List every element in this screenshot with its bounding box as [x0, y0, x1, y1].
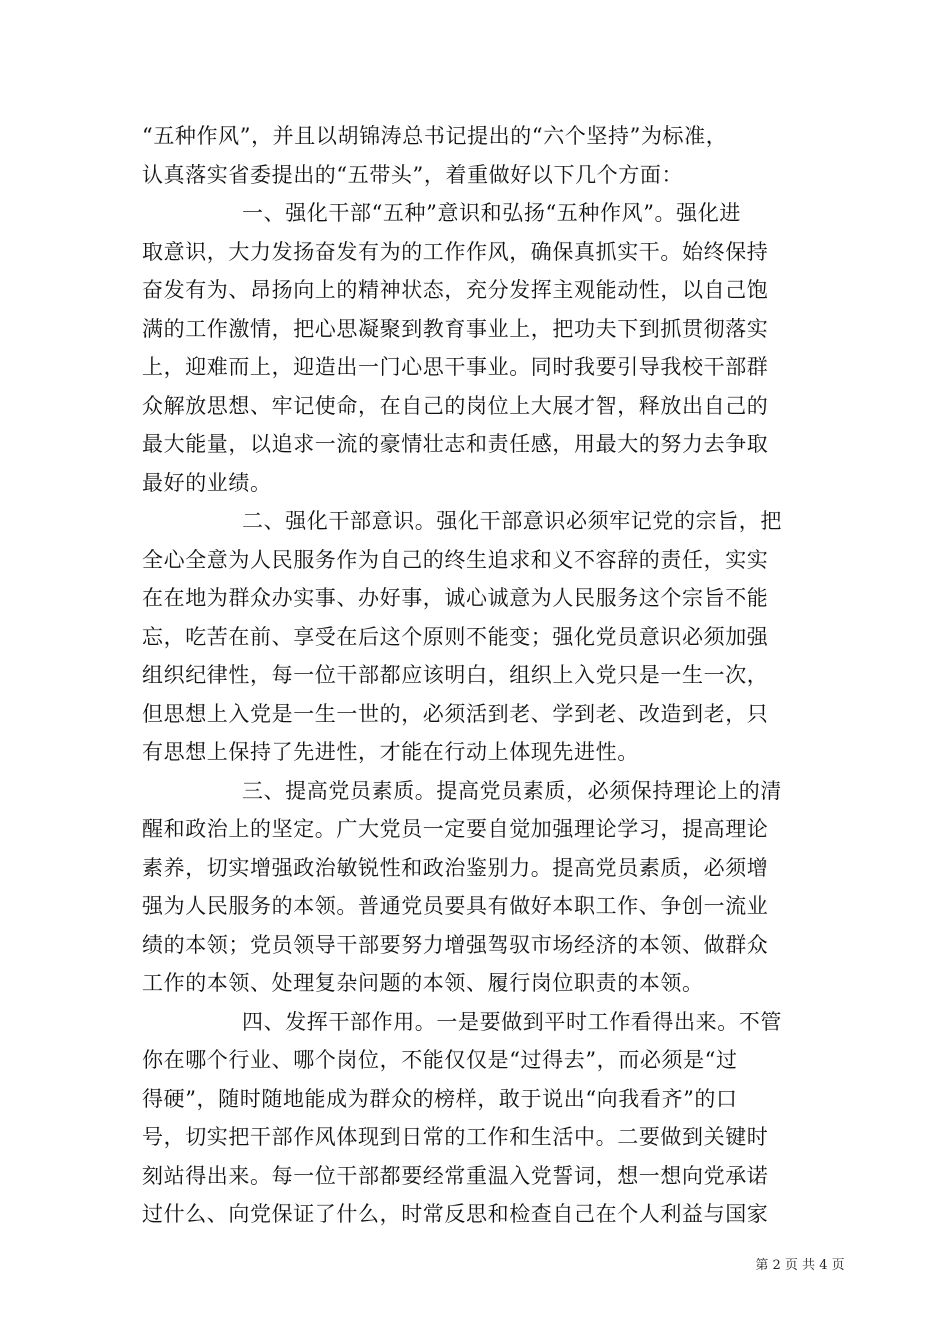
document-body: [142, 117, 807, 1234]
text-line: 忘，吃苦在前、享受在后这个原则不能变；强化党员意识必须加强: [142, 624, 769, 649]
paragraph-heading-line: 四、发挥干部作用。一是要做到平时工作看得出来。不管: [242, 1009, 782, 1034]
paragraph-heading-line: 一、强化干部“五种”意识和弘扬“五种作风”。强化进: [242, 201, 741, 225]
text-line: 众解放思想、牢记使命，在自己的岗位上大展才智，释放出自己的: [142, 393, 769, 418]
text-line: 醒和政治上的坚定。广大党员一定要自觉加强理论学习，提高理论: [142, 817, 769, 841]
text-line: 在在地为群众办实事、办好事，诚心诚意为人民服务这个宗旨不能: [142, 586, 769, 610]
text-line: 工作的本领、处理复杂问题的本领、履行岗位职责的本领。: [142, 971, 704, 995]
text-line: 奋发有为、昂扬向上的精神状态，充分发挥主观能动性，以自己饱: [142, 278, 769, 302]
text-line: 取意识，大力发扬奋发有为的工作作风，确保真抓实干。始终保持: [142, 239, 769, 264]
text-line: 组织纪律性，每一位干部都应该明白，组织上入党只是一生一次，: [142, 663, 769, 687]
text-line: 刻站得出来。每一位干部都要经常重温入党誓词，想一想向党承诺: [142, 1163, 769, 1188]
page-number: 第 2 页 共 4 页: [755, 1258, 845, 1273]
text-line: 最好的业绩。: [142, 470, 272, 495]
text-line: 全心全意为人民服务作为自己的终生追求和义不容辞的责任，实实: [142, 547, 769, 572]
text-line: 认真落实省委提出的“五带头”，着重做好以下几个方面：: [142, 162, 684, 187]
text-line: 过什么、向党保证了什么，时常反思和检查自己在个人利益与国家: [142, 1202, 769, 1226]
text-line: 得硬”，随时随地能成为群众的榜样，敢于说出“向我看齐”的口: [142, 1086, 738, 1111]
text-line: 号，切实把干部作风体现到日常的工作和生活中。二要做到关键时: [142, 1125, 769, 1149]
text-line: 素养，切实增强政治敏锐性和政治鉴别力。提高党员素质，必须增: [142, 855, 769, 880]
text-line: 强为人民服务的本领。普通党员要具有做好本职工作、争创一流业: [142, 894, 769, 918]
text-line: “五种作风”，并且以胡锦涛总书记提出的“六个坚持”为标准，: [142, 124, 728, 148]
page-footer: [0, 1254, 950, 1273]
text-line: 但思想上入党是一生一世的，必须活到老、学到老、改造到老，只: [142, 701, 769, 726]
text-line: 你在哪个行业、哪个岗位，不能仅仅是“过得去”，而必须是“过: [142, 1048, 738, 1072]
text-line: 上，迎难而上，迎造出一门心思干事业。同时我要引导我校干部群: [142, 355, 769, 379]
paragraph-heading-line: 二、强化干部意识。强化干部意识必须牢记党的宗旨，把: [242, 509, 782, 533]
text-line: 满的工作激情，把心思凝聚到教育事业上，把功夫下到抓贯彻落实: [142, 316, 769, 341]
text-line: 最大能量，以追求一流的豪情壮志和责任感，用最大的努力去争取: [142, 432, 769, 456]
text-line: 有思想上保持了先进性，才能在行动上体现先进性。: [142, 740, 639, 764]
text-line: 绩的本领；党员领导干部要努力增强驾驭市场经济的本领、做群众: [142, 932, 769, 957]
paragraph-heading-line: 三、提高党员素质。提高党员素质，必须保持理论上的清: [242, 778, 782, 803]
